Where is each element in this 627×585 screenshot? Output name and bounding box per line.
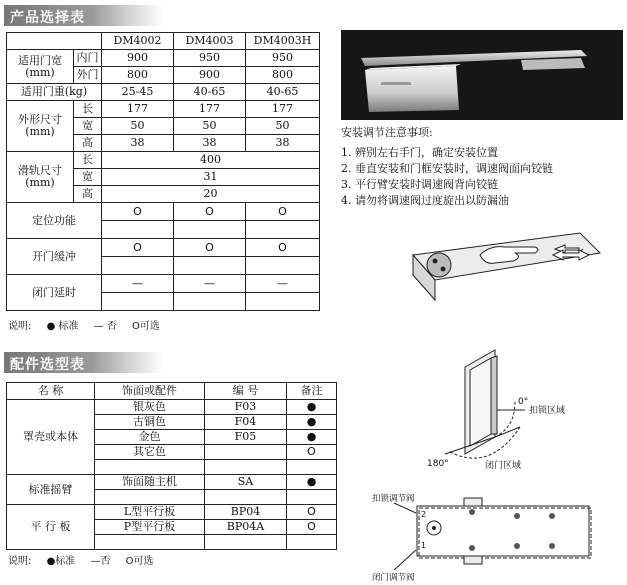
high-label: 高 <box>74 135 102 152</box>
door-closer-photo <box>341 30 623 120</box>
door-weight-label: 适用门重(kg) <box>7 84 102 101</box>
table-cell: ● <box>287 415 337 430</box>
table-cell: 银灰色 <box>95 400 205 415</box>
table-row <box>7 203 320 221</box>
table-cell: 古铜色 <box>95 415 205 430</box>
table-cell: 38 <box>102 135 174 152</box>
table-cell: ● <box>287 475 337 490</box>
wide-label: 宽 <box>74 169 102 186</box>
valve-number-2: 2 <box>421 510 427 519</box>
door-swing-diagram <box>425 342 625 472</box>
table-cell: O <box>174 203 246 221</box>
table-cell: F03 <box>205 400 287 415</box>
table-cell: 177 <box>102 101 174 118</box>
table-header-row <box>7 383 337 400</box>
cover-label: 罩壳或本体 <box>7 400 95 475</box>
table-cell: — <box>102 275 174 293</box>
table-cell: — <box>246 275 320 293</box>
model-header: DM4002 <box>102 33 174 50</box>
table-cell: F04 <box>205 415 287 430</box>
table-row <box>7 101 320 118</box>
legend-standard: ●标准 <box>46 556 76 567</box>
legend-optional: O可选 <box>125 556 154 567</box>
notes-heading: 安装调节注意事项: <box>341 126 433 139</box>
column-header: 饰面或配件 <box>95 383 205 400</box>
model-header: DM4003H <box>246 33 320 50</box>
rail-size-label: 滑轨尺寸 (mm) <box>7 152 74 203</box>
latch-valve-label: 扣锁调节阀 <box>372 494 415 504</box>
table-cell: O <box>102 203 174 221</box>
table-row <box>7 152 320 169</box>
long-label: 长 <box>74 101 102 118</box>
table-cell: F05 <box>205 430 287 445</box>
table-cell: 900 <box>174 67 246 84</box>
table-cell: 800 <box>102 67 174 84</box>
installation-notes <box>341 125 621 209</box>
table-cell: 25-45 <box>102 84 174 101</box>
note-item: 1. 辨别左右手门，确定安装位置 <box>341 146 498 159</box>
table-cell: 其它色 <box>95 445 205 460</box>
table-cell: 50 <box>102 118 174 135</box>
note-item: 4. 请勿将调速阀过度旋出以防漏油 <box>341 194 509 207</box>
hand-push-diagram <box>405 225 605 305</box>
legend-standard: ● 标准 <box>46 321 79 332</box>
note-item: 2. 垂直安装和门框安装时，调速阀面向铰链 <box>341 162 553 175</box>
table-cell: 20 <box>102 186 320 203</box>
close-valve-label: 闭门调节阀 <box>372 573 415 582</box>
table-cell: O <box>287 505 337 520</box>
table-cell: BP04 <box>205 505 287 520</box>
table-cell: 800 <box>246 67 320 84</box>
angle-0-label: 0° <box>518 397 529 407</box>
table-cell: BP04A <box>205 520 287 535</box>
legend-label: 说明: <box>8 321 32 332</box>
table-cell: 900 <box>102 50 174 67</box>
legend-no: —否 <box>90 556 111 567</box>
delay-label: 闭门延时 <box>7 275 102 311</box>
table-cell: O <box>287 520 337 535</box>
table-cell: 38 <box>246 135 320 152</box>
table-cell: SA <box>205 475 287 490</box>
accessory-selection-table <box>6 382 337 550</box>
door-closer-illustration <box>341 30 623 120</box>
outer-door-label: 外门 <box>74 67 102 84</box>
table-cell <box>205 445 287 460</box>
dimensions-label: 外形尺寸 (mm) <box>7 101 74 152</box>
table-cell: O <box>246 239 320 257</box>
table-cell: O <box>246 203 320 221</box>
table-cell: O <box>287 445 337 460</box>
table-row <box>7 50 320 67</box>
legend-label: 说明: <box>8 556 32 567</box>
table1-legend <box>8 317 172 332</box>
table-cell: ● <box>287 430 337 445</box>
table-row <box>7 475 337 490</box>
table-cell: P型平行板 <box>95 520 205 535</box>
hinge-icon <box>427 253 451 277</box>
door-width-label: 适用门宽 (mm) <box>7 50 74 84</box>
legend-no: — 否 <box>93 321 117 332</box>
wide-label: 宽 <box>74 118 102 135</box>
inner-door-label: 内门 <box>74 50 102 67</box>
table-cell: 400 <box>102 152 320 169</box>
table-cell: 177 <box>174 101 246 118</box>
table-cell: 31 <box>102 169 320 186</box>
table-row <box>7 275 320 293</box>
cushion-label: 开门缓冲 <box>7 239 102 275</box>
table-cell: 饰面随主机 <box>95 475 205 490</box>
table-header-row <box>7 33 320 50</box>
positioning-label: 定位功能 <box>7 203 102 239</box>
valve-adjust-diagram <box>372 490 597 582</box>
legend-optional: O可选 <box>132 321 160 332</box>
model-header: DM4003 <box>174 33 246 50</box>
note-item: 3. 平行臂安装时调速阀背向铰链 <box>341 178 498 191</box>
table-cell: 50 <box>246 118 320 135</box>
table-cell: ● <box>287 400 337 415</box>
high-label: 高 <box>74 186 102 203</box>
lock-zone-label: 扣锁区域 <box>529 406 566 416</box>
section-title-accessories: 配件选型表 <box>4 352 164 373</box>
arm-label: 标准摇臂 <box>7 475 95 505</box>
table-cell: 38 <box>174 135 246 152</box>
table-cell: L型平行板 <box>95 505 205 520</box>
table-cell: O <box>102 239 174 257</box>
valve-number-1: 1 <box>421 541 427 550</box>
table-cell: 950 <box>174 50 246 67</box>
table-row <box>7 505 337 520</box>
table-row <box>7 400 337 415</box>
close-zone-label: 闭门区域 <box>485 461 522 471</box>
table-cell: 40-65 <box>174 84 246 101</box>
table-row <box>7 84 320 101</box>
table2-legend <box>8 552 166 567</box>
table-cell: 40-65 <box>246 84 320 101</box>
table-cell: 950 <box>246 50 320 67</box>
column-header: 名 称 <box>7 383 95 400</box>
column-header: 备注 <box>287 383 337 400</box>
table-cell: — <box>174 275 246 293</box>
long-label: 长 <box>74 152 102 169</box>
table-cell: 177 <box>246 101 320 118</box>
column-header: 编 号 <box>205 383 287 400</box>
table-cell: 金色 <box>95 430 205 445</box>
table-cell: O <box>174 239 246 257</box>
table-row <box>7 239 320 257</box>
angle-180-label: 180° <box>427 459 449 469</box>
plate-label: 平 行 板 <box>7 505 95 550</box>
table-cell: 50 <box>174 118 246 135</box>
section-title-product-selection: 产品选择表 <box>4 5 164 26</box>
product-selection-table <box>6 32 320 311</box>
